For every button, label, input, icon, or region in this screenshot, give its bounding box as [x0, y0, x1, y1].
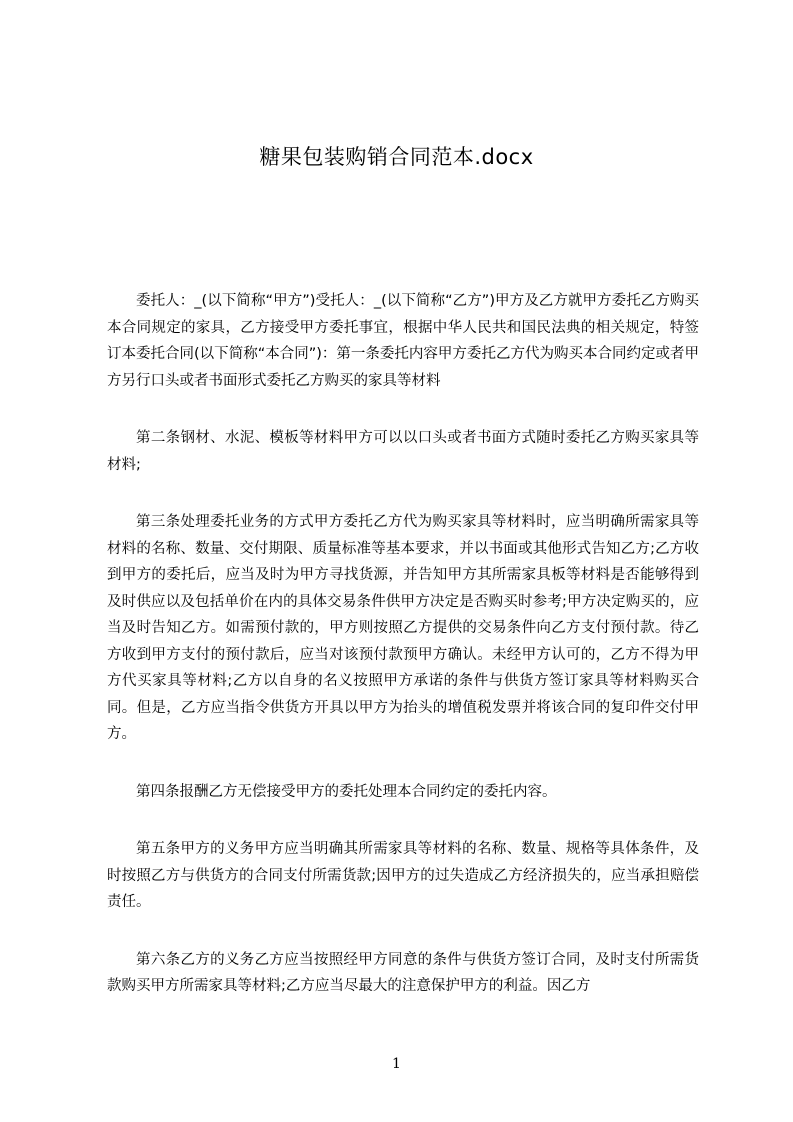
document-title: 糖果包装购销合同范本.docx — [259, 145, 534, 169]
paragraph-article-6: 第六条乙方的义务乙方应当按照经甲方同意的条件与供货方签订合同，及时支付所需货款购买甲方所需家具等材料;乙方应当尽最大的注意保护甲方的利益。因乙方 — [107, 951, 699, 994]
paragraph-article-2: 第二条钢材、水泥、模板等材料甲方可以以口头或者书面方式随时委托乙方购买家具等材料; — [107, 430, 699, 473]
document-body — [107, 288, 699, 1031]
paragraph-article-5: 第五条甲方的义务甲方应当明确其所需家具等材料的名称、数量、规格等具体条件，及时按照乙方与供货方的合同支付所需货款;因甲方的过失造成乙方经济损失的，应当承担赔偿责任。 — [107, 841, 699, 910]
paragraph-article-4: 第四条报酬乙方无偿接受甲方的委托处理本合同约定的委托内容。 — [136, 783, 557, 800]
paragraph-article-3: 第三条处理委托业务的方式甲方委托乙方代为购买家具等材料时，应当明确所需家具等材料的名称、数量、交付期限、质量标准等基本要求，并以书面或其他形式告知乙方;乙方收到甲方的委托后，应当及时为甲方寻找货源，并告知甲方其所需家具板等材料是否能够得到及时供应以及包括单价在内的具体交易条件供甲方决定是否购买时参考;甲方决定购买的，应当及时告知乙方。如需预付款的，甲方则按照乙方提供的交易条件向乙方支付预付款。待乙方收到甲方支付的预付款后，应当对该预付款预甲方确认。未经甲方认可的，乙方不得为甲方代买家具等材料;乙方以自身的名义按照甲方承诺的条件与供货方签订家具等材料购买合同。但是，乙方应当指令供货方开具以甲方为抬头的增值税发票并将该合同的复印件交付甲方。 — [107, 514, 699, 742]
page-number: 1 — [392, 1056, 401, 1072]
paragraph-preamble: 委托人：_(以下简称“甲方”)受托人：_(以下简称“乙方”)甲方及乙方就甲方委托乙方购买本合同规定的家具，乙方接受甲方委托事宜，根据中华人民共和国民法典的相关规定，特签订本委托合同(以下简称“本合同”)：第一条委托内容甲方委托乙方代为购买本合同约定或者甲方另行口头或者书面形式委托乙方购买的家具等材料 — [107, 293, 699, 389]
